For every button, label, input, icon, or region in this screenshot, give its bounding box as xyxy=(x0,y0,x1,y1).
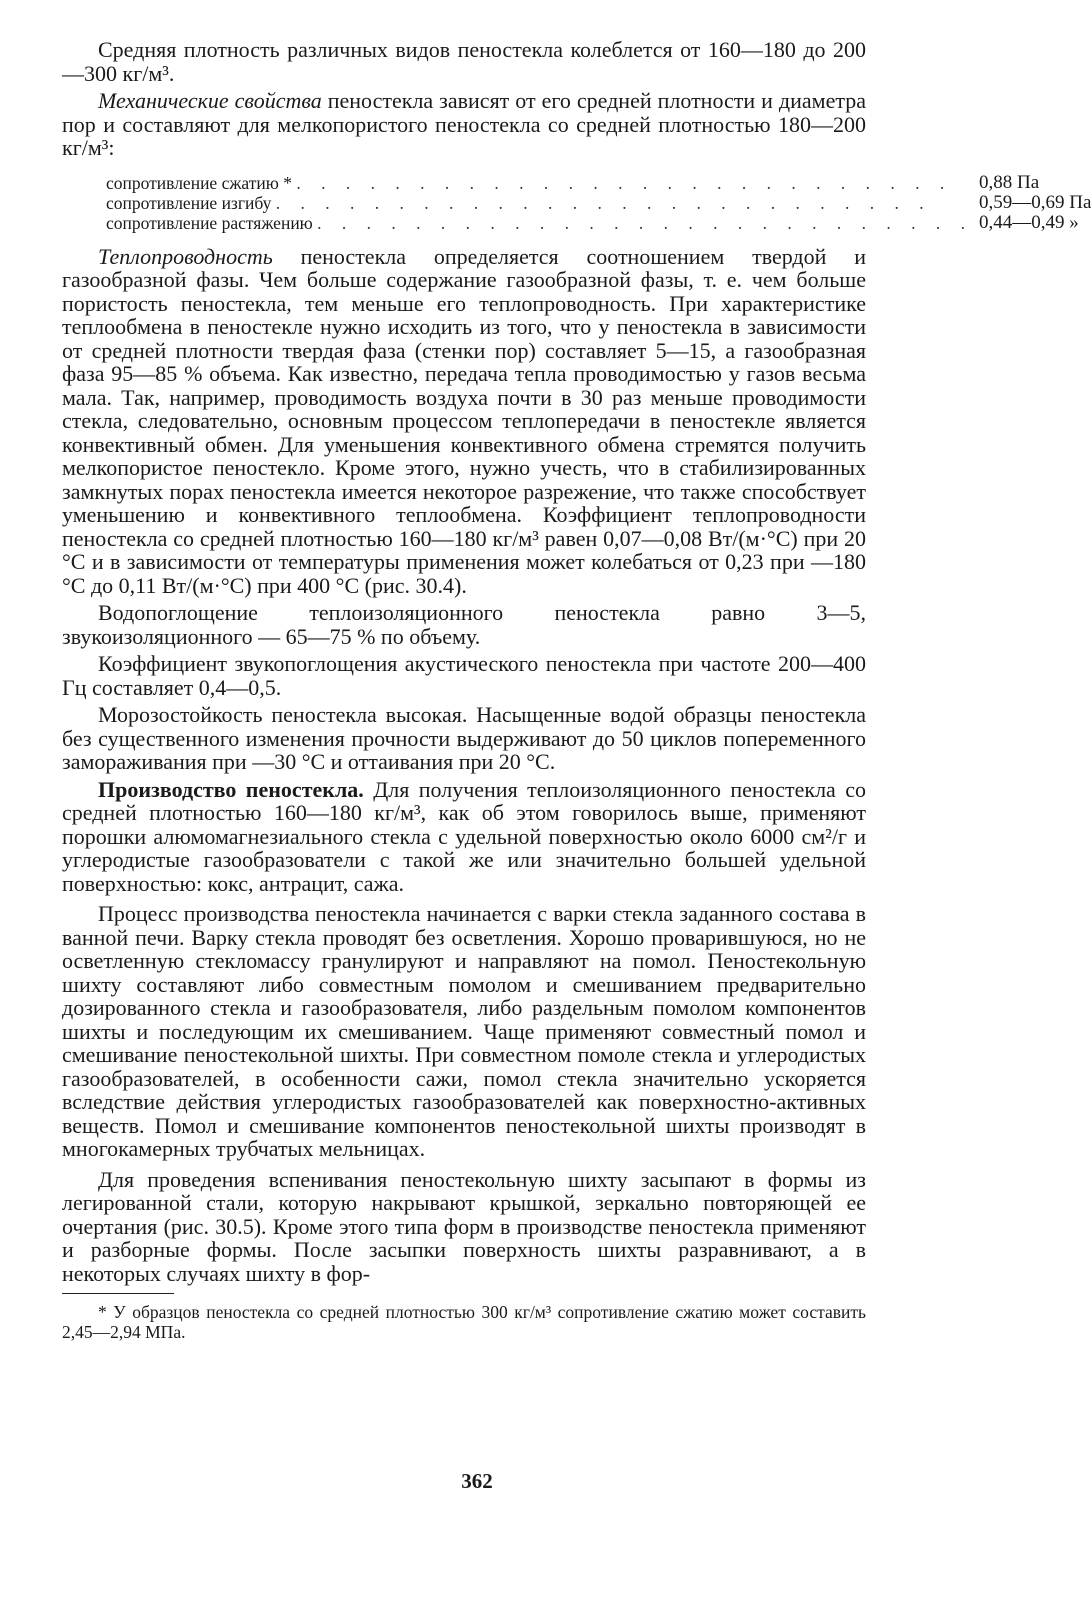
page-number: 362 xyxy=(461,1469,493,1493)
paragraph-water-absorption: Водопоглощение теплоизоляционного пеностекла равно 3—5, звукоизоляционного — 65—75 % по объему. xyxy=(62,600,866,649)
paragraph-thermal-conductivity xyxy=(62,245,866,598)
production-text: Для получения теплоизоляционного пеностекла со средней плотностью 160—180 кг/м³, как об этом говорилось выше, применяют порошки алюмомагнезиального стекла с удельной поверхностью около 6000 см²/г и углеродистые газообразователи с такой же или значительно большей удельной поверхностью: кокс, антрацит, сажа. xyxy=(62,776,866,896)
spec-value-bending: 0,59—0,69 Па xyxy=(979,191,1091,213)
leader-dots: . . . . . . . . . . . . . . . . . . . . . . . . . . . xyxy=(275,192,932,213)
spec-value-tension: 0,44—0,49 » xyxy=(979,211,1079,233)
spec-label-compression: сопротивление сжатию * xyxy=(106,172,292,193)
leader-dots: . . . . . . . . . . . . . . . . . . . . . . . . . . . xyxy=(317,212,974,233)
paragraph-sound-absorption: Коэффициент звукопоглощения акустического пеностекла при частоте 200—400 Гц составляет 0,4—0,5. xyxy=(62,651,866,700)
paragraph-production-process: Процесс производства пеностекла начинается с варки стекла заданного состава в ванной печи. Варку стекла проводят без осветления. Хорошо проварившуюся, но не осветленную стекломассу гранулируют и направляют на помол. Пеностекольную шихту составляют либо совместным помолом и смешиванием предварительно дозированного стекла и газообразователя, либо раздельным помолом компонентов шихты и последующим их смешиванием. Чаще применяют совместный помол и смешивание пеностекольной шихты. При совместном помоле стекла и углеродистых газообразователей, в особенности сажи, помол стекла значительно ускоряется вследствие действия углеродистых газообразователей как поверхностно-активных веществ. Помол и смешивание компонентов пеностекольной шихты производят в многокамерных трубчатых мельницах. xyxy=(62,901,866,1161)
paragraph-density: Средняя плотность различных видов пеностекла колеблется от 160—180 до 200—300 кг/м³. xyxy=(62,37,866,86)
paragraph-production xyxy=(62,778,866,896)
paragraph-frost-resistance: Морозостойкость пеностекла высокая. Насыщенные водой образцы пеностекла без существенного изменения прочности выдерживают до 50 циклов попеременного замораживания при —30 °С и оттаивания при 20 °С. xyxy=(62,702,866,774)
spec-value-compression: 0,88 Па xyxy=(979,171,1040,193)
thermal-conductivity-text: пеностекла определяется соотношением твердой и газообразной фазы. Чем больше содержание газообразной фазы, т. е. чем больше пористость пеностекла, тем меньше его теплопроводность. При характеристике теплообмена в пеностекле нужно исходить из того, что у пеностекла в зависимости от средней плотности твердая фаза (стенки пор) составляет 5—15, а газообразная фаза 95—85 % объема. Как известно, передача тепла проводимостью у газов весьма мала. Так, например, проводимость воздуха почти в 30 раз меньше проводимости стекла, следовательно, основным процессом теплопередачи в пеностекле является конвективный обмен. Для уменьшения конвективного обмена стремятся получить мелкопористое пеностекло. Кроме этого, нужно учесть, что в стабилизированных замкнутых порах пеностекла имеется некоторое разрежение, что также способствует уменьшению и конвективного теплообмена. Коэффициент теплопроводности пеностекла со средней плотностью 160—180 кг/м³ равен 0,07—0,08 Вт/(м·°С) при 20 °С и в зависимости от температуры применения может колебаться от 0,23 при —180 °С до 0,11 Вт/(м·°С) при 400 °С (рис. 30.4). xyxy=(62,243,866,598)
leader-dots: . . . . . . . . . . . . . . . . . . . . . . . . . . . xyxy=(296,172,953,193)
spec-label-tension: сопротивление растяжению xyxy=(106,212,313,233)
spec-row xyxy=(106,173,1091,193)
footnote-divider xyxy=(62,1293,174,1294)
mechanical-properties-lead: Механические свойства xyxy=(98,88,322,113)
spec-row xyxy=(106,193,1091,213)
footnote: * У образцов пеностекла со средней плотностью 300 кг/м³ сопротивление сжатию может составить 2,45—2,94 МПа. xyxy=(62,1302,866,1342)
thermal-conductivity-lead: Теплопроводность xyxy=(98,243,273,269)
production-heading: Производство пеностекла. xyxy=(98,776,364,802)
paragraph-foaming: Для проведения вспенивания пеностекольную шихту засыпают в формы из легированной стали, которую накрывают крышкой, зеркально повторяющей ее очертания (рис. 30.5). Кроме этого типа форм в производстве пеностекла применяют и разборные формы. После засыпки поверхность шихты разравнивают, а в некоторых случаях шихту в фор- xyxy=(62,1166,866,1286)
spec-row xyxy=(106,213,1091,233)
mechanical-properties-text: пеностекла зависят от его средней плотности и диаметра пор и составляют для мелкопористого пеностекла со средней плотностью 180—200 кг/м³: xyxy=(62,88,866,160)
spec-label-bending: сопротивление изгибу xyxy=(106,192,272,213)
mechanical-specs-table xyxy=(106,173,1091,233)
paragraph-mechanical-properties xyxy=(62,89,866,160)
